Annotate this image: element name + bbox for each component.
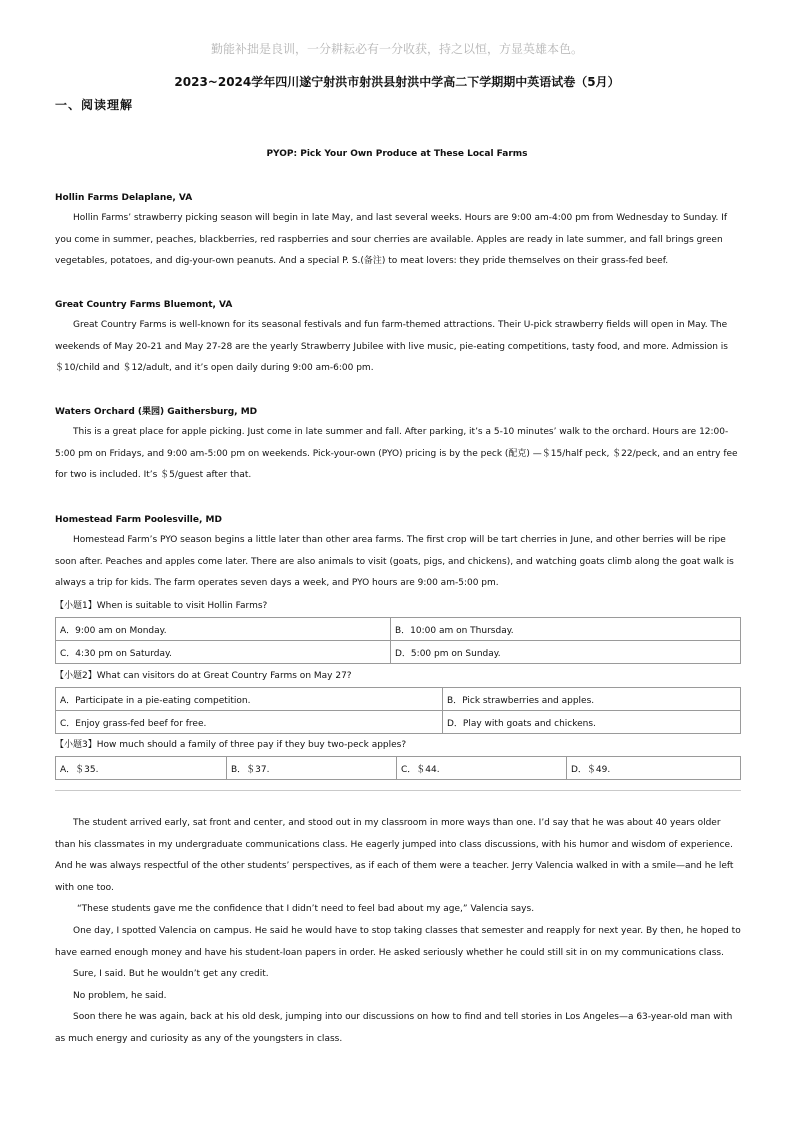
passage2-paragraph: Sure, I said. But he wouldn’t get any credit. [73, 969, 269, 980]
option-c[interactable]: C．Enjoy grass-fed beef for free. [56, 711, 443, 734]
farm-description: Hollin Farms’ strawberry picking season will begin in late May, and last several weeks. Hours are 9:00 am-4:00 pm from Wednesday to Sunday. If you come in summer, peaches, blackberries, red raspberries and sour cherries are available. Apples are ready in late summer, and fall brings green vegetables, potatoes, and dig-your-own peanuts. And a special P. S.(备注) to meat lovers: they pride themselves on their grass-fed beef. [55, 213, 728, 267]
farm-section-great-country [55, 299, 741, 380]
passage2-paragraph: One day, I spotted Valencia on campus. He said he would have to stop taking classes that semester and reapply for next year. By then, he hoped to have earned enough money and have his student-loan papers in order. He asked seriously whether he could still sit in on my communications class. [55, 925, 741, 958]
question-3-options [55, 756, 741, 780]
header-motto: 勤能补拙是良训，一分耕耘必有一分收获，持之以恒，方显英雄本色。 [210, 42, 583, 56]
option-c[interactable]: C．＄44. [397, 757, 567, 780]
option-b[interactable]: B．＄37. [227, 757, 397, 780]
farm-description: Great Country Farms is well-known for its seasonal festivals and fun farm-themed attractions. Their U-pick strawberry fields will open in May. The weekends of May 20-21 and May 27-28 are the yearly Strawberry Jubilee with live music, pie-eating competitions, tasty food, and more. Admission is ＄10/child and ＄12/adult, and it’s open daily during 9:00 am-6:00 pm. [55, 320, 728, 374]
passage2-body [55, 813, 741, 1051]
question-2-options [55, 687, 741, 734]
option-a[interactable]: A．9:00 am on Monday. [56, 618, 391, 641]
option-b[interactable]: B．10:00 am on Thursday. [391, 618, 741, 641]
farm-description: This is a great place for apple picking. Just come in late summer and fall. After parking, it’s a 5-10 minutes’ walk to the orchard. Hours are 12:00-5:00 pm on Fridays, and 9:00 am-5:00 pm on weekends. Pick-your-own (PYO) pricing is by the peck (配克) —＄15/half peck, ＄22/peck, and an entry fee for two is included. It’s ＄5/guest after that. [55, 427, 738, 481]
section-divider [55, 790, 741, 791]
question-3-stem: 【小题3】How much should a family of three pay if they buy two-peck apples? [55, 740, 407, 750]
farm-section-homestead [55, 514, 741, 595]
option-b[interactable]: B．Pick strawberries and apples. [443, 688, 741, 711]
farm-name: Homestead Farm Poolesville, MD [55, 515, 222, 525]
question-1-options [55, 617, 741, 664]
farm-name: Hollin Farms Delaplane, VA [55, 193, 193, 203]
passage2-paragraph: The student arrived early, sat front and center, and stood out in my classroom in more ways than one. I’d say that he was about 40 years older than his classmates in my undergraduate communications class. He eagerly jumped into class discussions, with his humor and wisdom of experience. And he was always respectful of the other students’ perspectives, as if each of them were a teacher. Jerry Valencia walked in with a smile—and he left with one too. [55, 818, 734, 893]
farm-section-hollin [55, 192, 741, 273]
exam-title: 2023~2024学年四川遂宁射洪市射洪县射洪中学高二下学期期中英语试卷（5月） [174, 75, 620, 89]
farm-name: Great Country Farms Bluemont, VA [55, 300, 233, 310]
passage2-paragraph: Soon there he was again, back at his old desk, jumping into our discussions on how to find and tell stories in Los Angeles—a 63-year-old man with as much energy and curiosity as any of the youngsters in class. [55, 1012, 733, 1044]
section-title: 一、阅读理解 [55, 98, 134, 112]
question-1-stem: 【小题1】When is suitable to visit Hollin Farms? [55, 601, 268, 611]
option-d[interactable]: D．5:00 pm on Sunday. [391, 641, 741, 664]
farm-name: Waters Orchard (果园) Gaithersburg, MD [55, 407, 258, 417]
option-a[interactable]: A．＄35. [56, 757, 227, 780]
farm-description: Homestead Farm’s PYO season begins a little later than other area farms. The first crop will be tart cherries in June, and other berries will be ripe soon after. Peaches and apples come later. There are also animals to visit (goats, pigs, and chickens), and watching goats climb along the goat walk is always a trip for kids. The farm operates seven days a week, and PYO hours are 9:00 am-5:00 pm. [55, 535, 734, 589]
option-d[interactable]: D．Play with goats and chickens. [443, 711, 741, 734]
passage2-paragraph: No problem, he said. [73, 990, 167, 1001]
farm-section-waters-orchard [55, 406, 741, 487]
option-d[interactable]: D．＄49. [567, 757, 741, 780]
passage2-paragraph: “These students gave me the confidence that I didn’t need to feel bad about my age,” Valencia says. [77, 904, 535, 915]
option-a[interactable]: A．Participate in a pie-eating competition. [56, 688, 443, 711]
option-c[interactable]: C．4:30 pm on Saturday. [56, 641, 391, 664]
question-2-stem: 【小题2】What can visitors do at Great Country Farms on May 27? [55, 671, 352, 681]
passage1-title: PYOP: Pick Your Own Produce at These Local Farms [266, 149, 528, 159]
